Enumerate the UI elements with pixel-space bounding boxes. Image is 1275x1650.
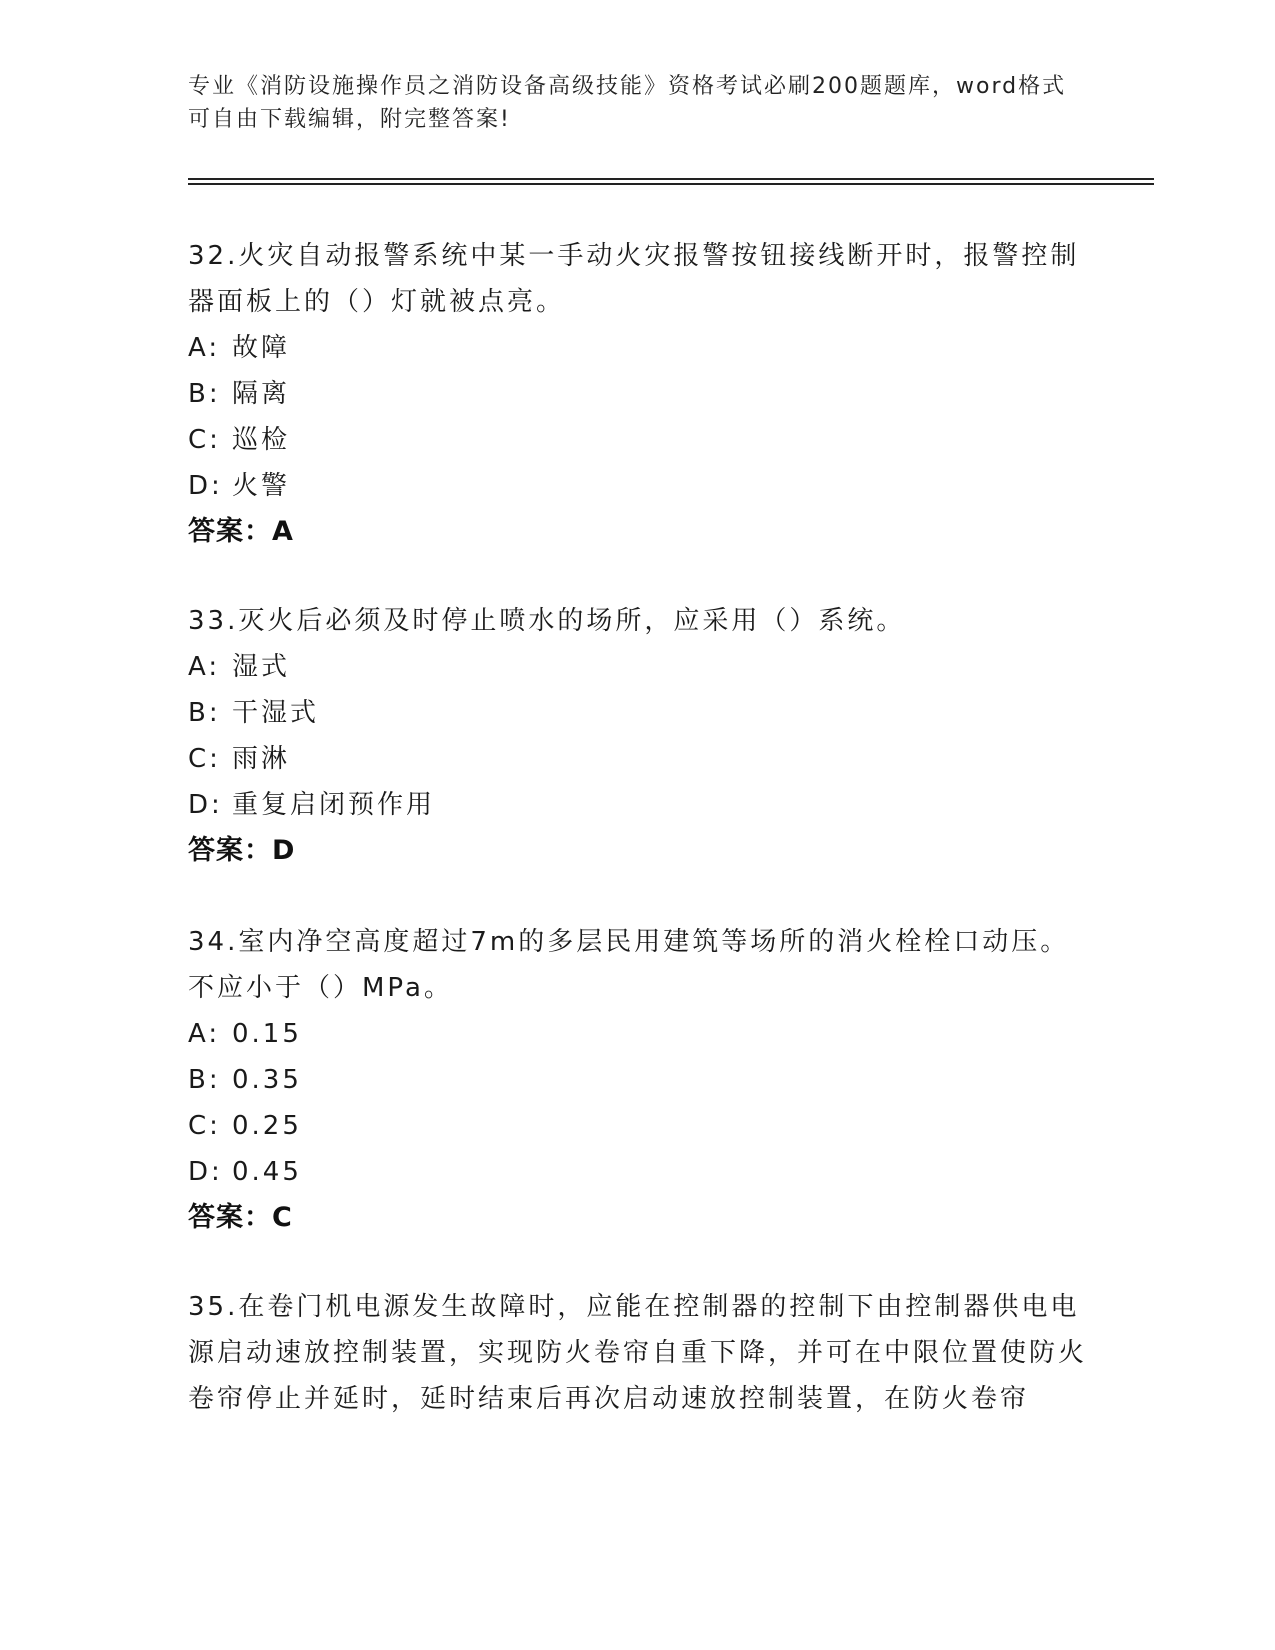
option-b (188, 371, 1088, 417)
option-text: 湿式 (232, 652, 291, 682)
document-header: 专业《消防设施操作员之消防设备高级技能》资格考试必刷200题题库，word格式可自由下载编辑，附完整答案! (188, 74, 1067, 132)
option-text: 0.35 (232, 1065, 302, 1095)
option-text: 0.25 (232, 1111, 302, 1141)
question-stem: 35.在卷门机电源发生故障时，应能在控制器的控制下由控制器供电电源启动速放控制装置，实现防火卷帘自重下降，并可在中限位置使防火卷帘停止并延时，延时结束后再次启动速放控制装置，在防火卷帘 (188, 1292, 1088, 1414)
option-key: C: (188, 744, 221, 774)
option-a (188, 325, 1088, 371)
question-34 (188, 919, 1088, 1241)
option-key: D: (188, 790, 223, 820)
option-d (188, 782, 1088, 828)
answer-line: 答案：C (188, 1202, 293, 1233)
answer-line: 答案：D (188, 835, 296, 866)
option-text: 火警 (232, 471, 291, 501)
option-text: 故障 (232, 333, 291, 363)
option-text: 0.45 (232, 1157, 302, 1187)
header-divider-bottom (188, 183, 1154, 185)
option-key: B: (188, 379, 221, 409)
question-stem: 33.灭火后必须及时停止喷水的场所，应采用（）系统。 (188, 606, 906, 636)
option-key: D: (188, 1157, 223, 1187)
option-c (188, 1103, 1088, 1149)
option-b (188, 690, 1088, 736)
option-key: A: (188, 1019, 221, 1049)
option-b (188, 1057, 1088, 1103)
option-text: 隔离 (232, 379, 291, 409)
option-d (188, 463, 1088, 509)
option-key: B: (188, 1065, 221, 1095)
answer-line: 答案：A (188, 516, 294, 547)
option-a (188, 1011, 1088, 1057)
option-key: B: (188, 698, 221, 728)
option-text: 雨淋 (232, 744, 291, 774)
question-stem: 34.室内净空高度超过7m的多层民用建筑等场所的消火栓栓口动压。不应小于（）MPa。 (188, 927, 1070, 1003)
option-c (188, 736, 1088, 782)
option-text: 0.15 (232, 1019, 302, 1049)
option-key: D: (188, 471, 223, 501)
option-key: A: (188, 652, 221, 682)
option-key: A: (188, 333, 221, 363)
option-a (188, 644, 1088, 690)
option-text: 干湿式 (232, 698, 320, 728)
option-key: C: (188, 1111, 221, 1141)
option-key: C: (188, 425, 221, 455)
option-text: 重复启闭预作用 (232, 790, 436, 820)
question-stem: 32.火灾自动报警系统中某一手动火灾报警按钮接线断开时，报警控制器面板上的（）灯就被点亮。 (188, 241, 1080, 317)
option-c (188, 417, 1088, 463)
option-d (188, 1149, 1088, 1195)
option-text: 巡检 (232, 425, 291, 455)
question-35 (188, 1284, 1088, 1422)
question-33 (188, 598, 1088, 874)
header-divider-top (188, 178, 1154, 180)
question-32 (188, 233, 1088, 555)
